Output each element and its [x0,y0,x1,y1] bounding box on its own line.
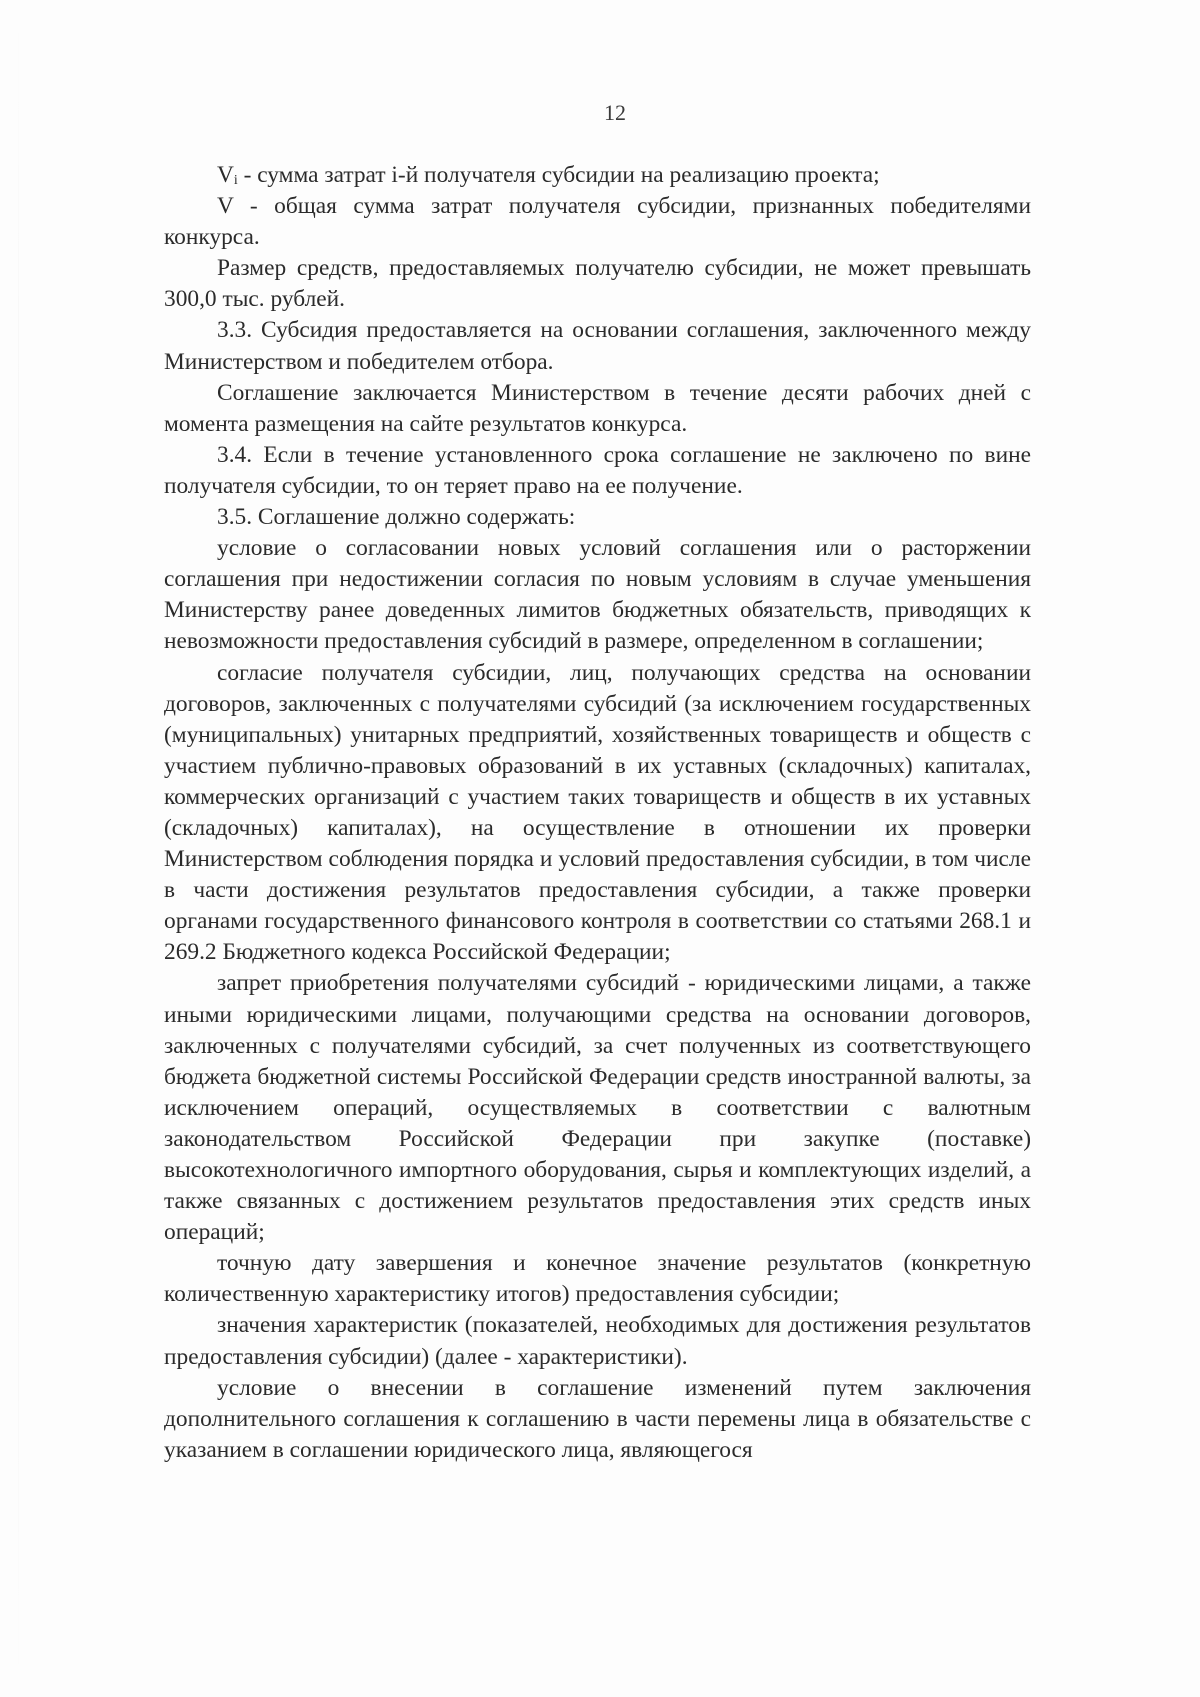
paragraph-consent-inspection: согласие получателя субсидии, лиц, получающих средства на основании договоров, заключенных с получателями субсидий (за исключением государственных (муниципальных) унитарных предприятий, хозяйственных товариществ и обществ с участием публично-правовых образований в их уставных (складочных) капиталах, коммерческих организаций с участием таких товариществ и обществ в их уставных (складочных) капиталах), на осуществление в отношении их проверки Министерством соблюдения порядка и условий предоставления субсидии, в том числе в части достижения результатов предоставления субсидии, а также проверки органами государственного финансового контроля в соответствии со статьями 268.1 и 269.2 Бюджетного кодекса Российской Федерации; [164,659,1031,966]
paragraph-completion-date: точную дату завершения и конечное значение результатов (конкретную количественную характеристику итогов) предоставления субсидии; [164,1250,1031,1308]
paragraph-agreement-term: Соглашение заключается Министерством в течение десяти рабочих дней с момента размещения на сайте результатов конкурса. [164,379,1031,437]
paragraph-condition-limits: условие о согласовании новых условий соглашения или о расторжении соглашения при недостижении согласия по новым условиям в случае уменьшения Министерству ранее доведенных лимитов бюджетных обязательств, приводящих к невозможности предоставления субсидий в размере, определенном в соглашении; [164,535,1031,655]
paragraph-3-3: 3.3. Субсидия предоставляется на основании соглашения, заключенного между Министерством и победителем отбора. [164,317,1031,375]
paragraph-currency-ban: запрет приобретения получателями субсидий - юридическими лицами, а также иными юридическими лицами, получающими средства на основании договоров, заключенных с получателями субсидий, за счет полученных из соответствующего бюджета бюджетной системы Российской Федерации средств иностранной валюты, за исключением операций, осуществляемых в соответствии с валютным законодательством Российской Федерации при закупке (поставке) высокотехнологичного импортного оборудования, сырья и комплектующих изделий, а также связанных с достижением результатов предоставления этих средств иных операций; [164,970,1031,1246]
paragraph-formula-v: V - общая сумма затрат получателя субсидии, признанных победителями конкурса. [164,193,1031,251]
scan-edge [18,0,19,1697]
paragraph-3-4: 3.4. Если в течение установленного срока соглашение не заключено по вине получателя субсидии, то он теряет право на ее получение. [164,441,1031,499]
document-body [164,160,1031,1466]
paragraph-characteristics: значения характеристик (показателей, необходимых для достижения результатов предоставления субсидии) (далее - характеристики). [164,1312,1031,1370]
paragraph-subsidy-limit: Размер средств, предоставляемых получателю субсидии, не может превышать 300,0 тыс. рублей. [164,255,1031,313]
paragraph-amendment: условие о внесении в соглашение изменений путем заключения дополнительного соглашения к соглашению в части перемены лица в обязательстве с указанием в соглашении юридического лица, являющегося [164,1374,1031,1463]
paragraph-3-5: 3.5. Соглашение должно содержать: [217,504,576,531]
paragraph-formula-vi: Vᵢ - сумма затрат i-й получателя субсидии на реализацию проекта; [217,162,880,188]
page-number: 12 [604,100,626,125]
